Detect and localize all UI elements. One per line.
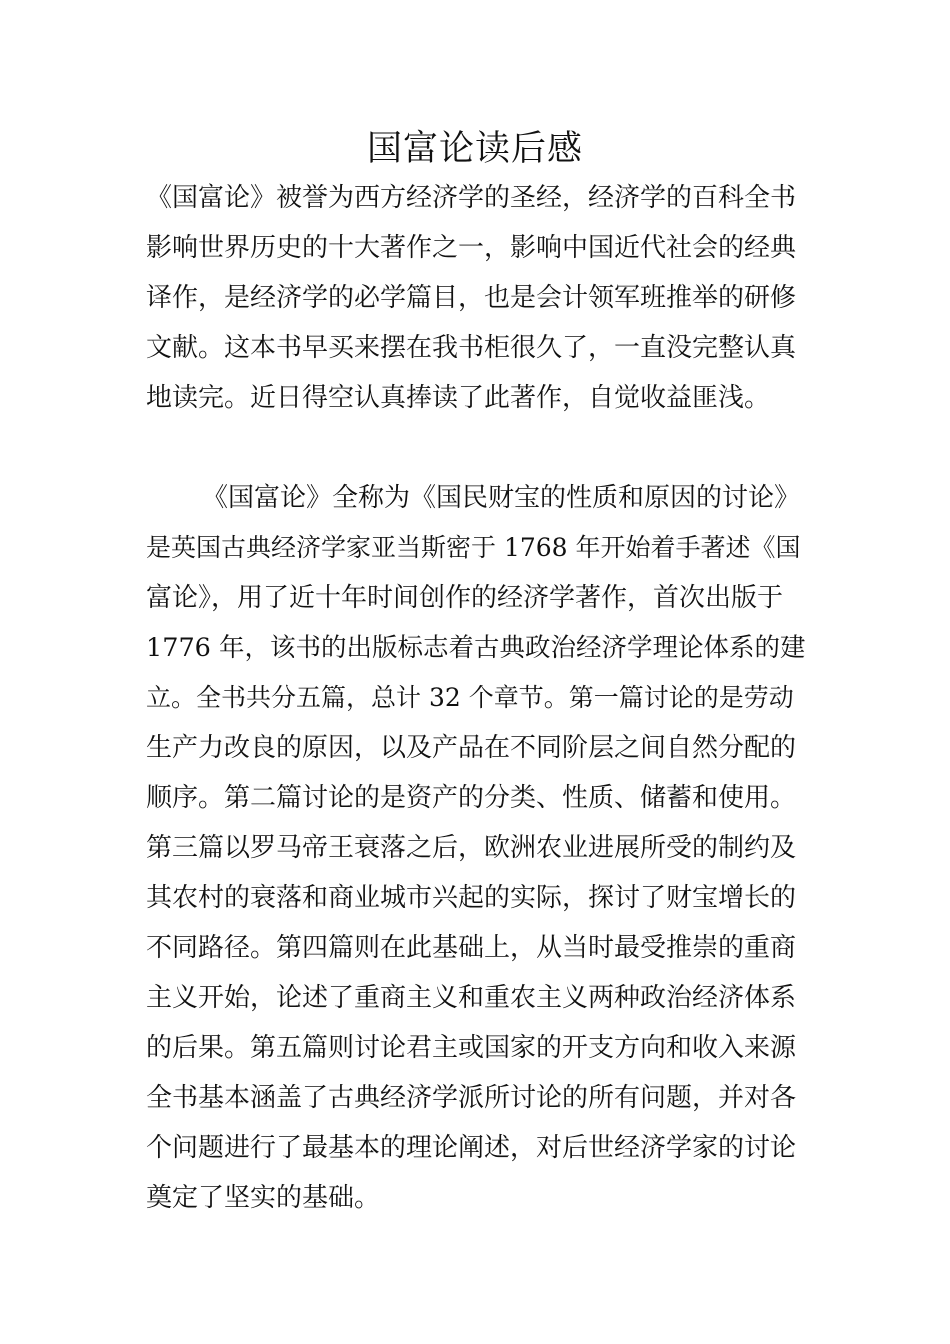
paragraph-line: 是英国古典经济学家亚当斯密于 1768 年开始着手著述《国 (146, 533, 801, 562)
paragraph-line: 《国富论》被誉为西方经济学的圣经，经济学的百科全书 (146, 183, 797, 213)
paragraph-line: 的后果。第五篇则讨论君主或国家的开支方向和收入来源 (146, 1033, 797, 1063)
paragraph-1 (146, 173, 806, 423)
paragraph-line: 顺序。第二篇讨论的是资产的分类、性质、储蓄和使用。 (146, 783, 797, 813)
paragraph-line: 富论》，用了近十年时间创作的经济学著作，首次出版于 (146, 583, 784, 613)
document-title: 国富论读后感 (366, 129, 583, 169)
paragraph-2 (146, 473, 806, 1223)
paragraph-line: 1776 年，该书的出版标志着古典政治经济学理论体系的建 (146, 633, 806, 663)
paragraph-line: 不同路径。第四篇则在此基础上，从当时最受推崇的重商 (146, 933, 797, 963)
paragraph-line: 生产力改良的原因，以及产品在不同阶层之间自然分配的 (146, 733, 797, 763)
paragraph-line: 影响世界历史的十大著作之一，影响中国近代社会的经典 (146, 233, 797, 263)
paragraph-line: 主义开始，论述了重商主义和重农主义两种政治经济体系 (146, 983, 797, 1013)
paragraph-line: 全书基本涵盖了古典经济学派所讨论的所有问题，并对各 (146, 1083, 797, 1113)
paragraph-line: 立。全书共分五篇，总计 32 个章节。第一篇讨论的是劳动 (146, 683, 794, 712)
paragraph-line: 地读完。近日得空认真捧读了此著作，自觉收益匪浅。 (146, 383, 771, 413)
paragraph-line: 个问题进行了最基本的理论阐述，对后世经济学家的讨论 (146, 1133, 797, 1163)
paragraph-line: 其农村的衰落和商业城市兴起的实际，探讨了财宝增长的 (146, 883, 797, 913)
paragraph-line: 第三篇以罗马帝王衰落之后，欧洲农业进展所受的制约及 (146, 833, 797, 863)
paragraph-line: 《国富论》全称为《国民财宝的性质和原因的讨论》 (202, 483, 801, 513)
paragraph-line: 文献。这本书早买来摆在我书柜很久了，一直没完整认真 (146, 333, 797, 363)
paragraph-line: 译作，是经济学的必学篇目，也是会计领军班推举的研修 (146, 283, 797, 313)
paragraph-line: 奠定了坚实的基础。 (146, 1183, 381, 1213)
